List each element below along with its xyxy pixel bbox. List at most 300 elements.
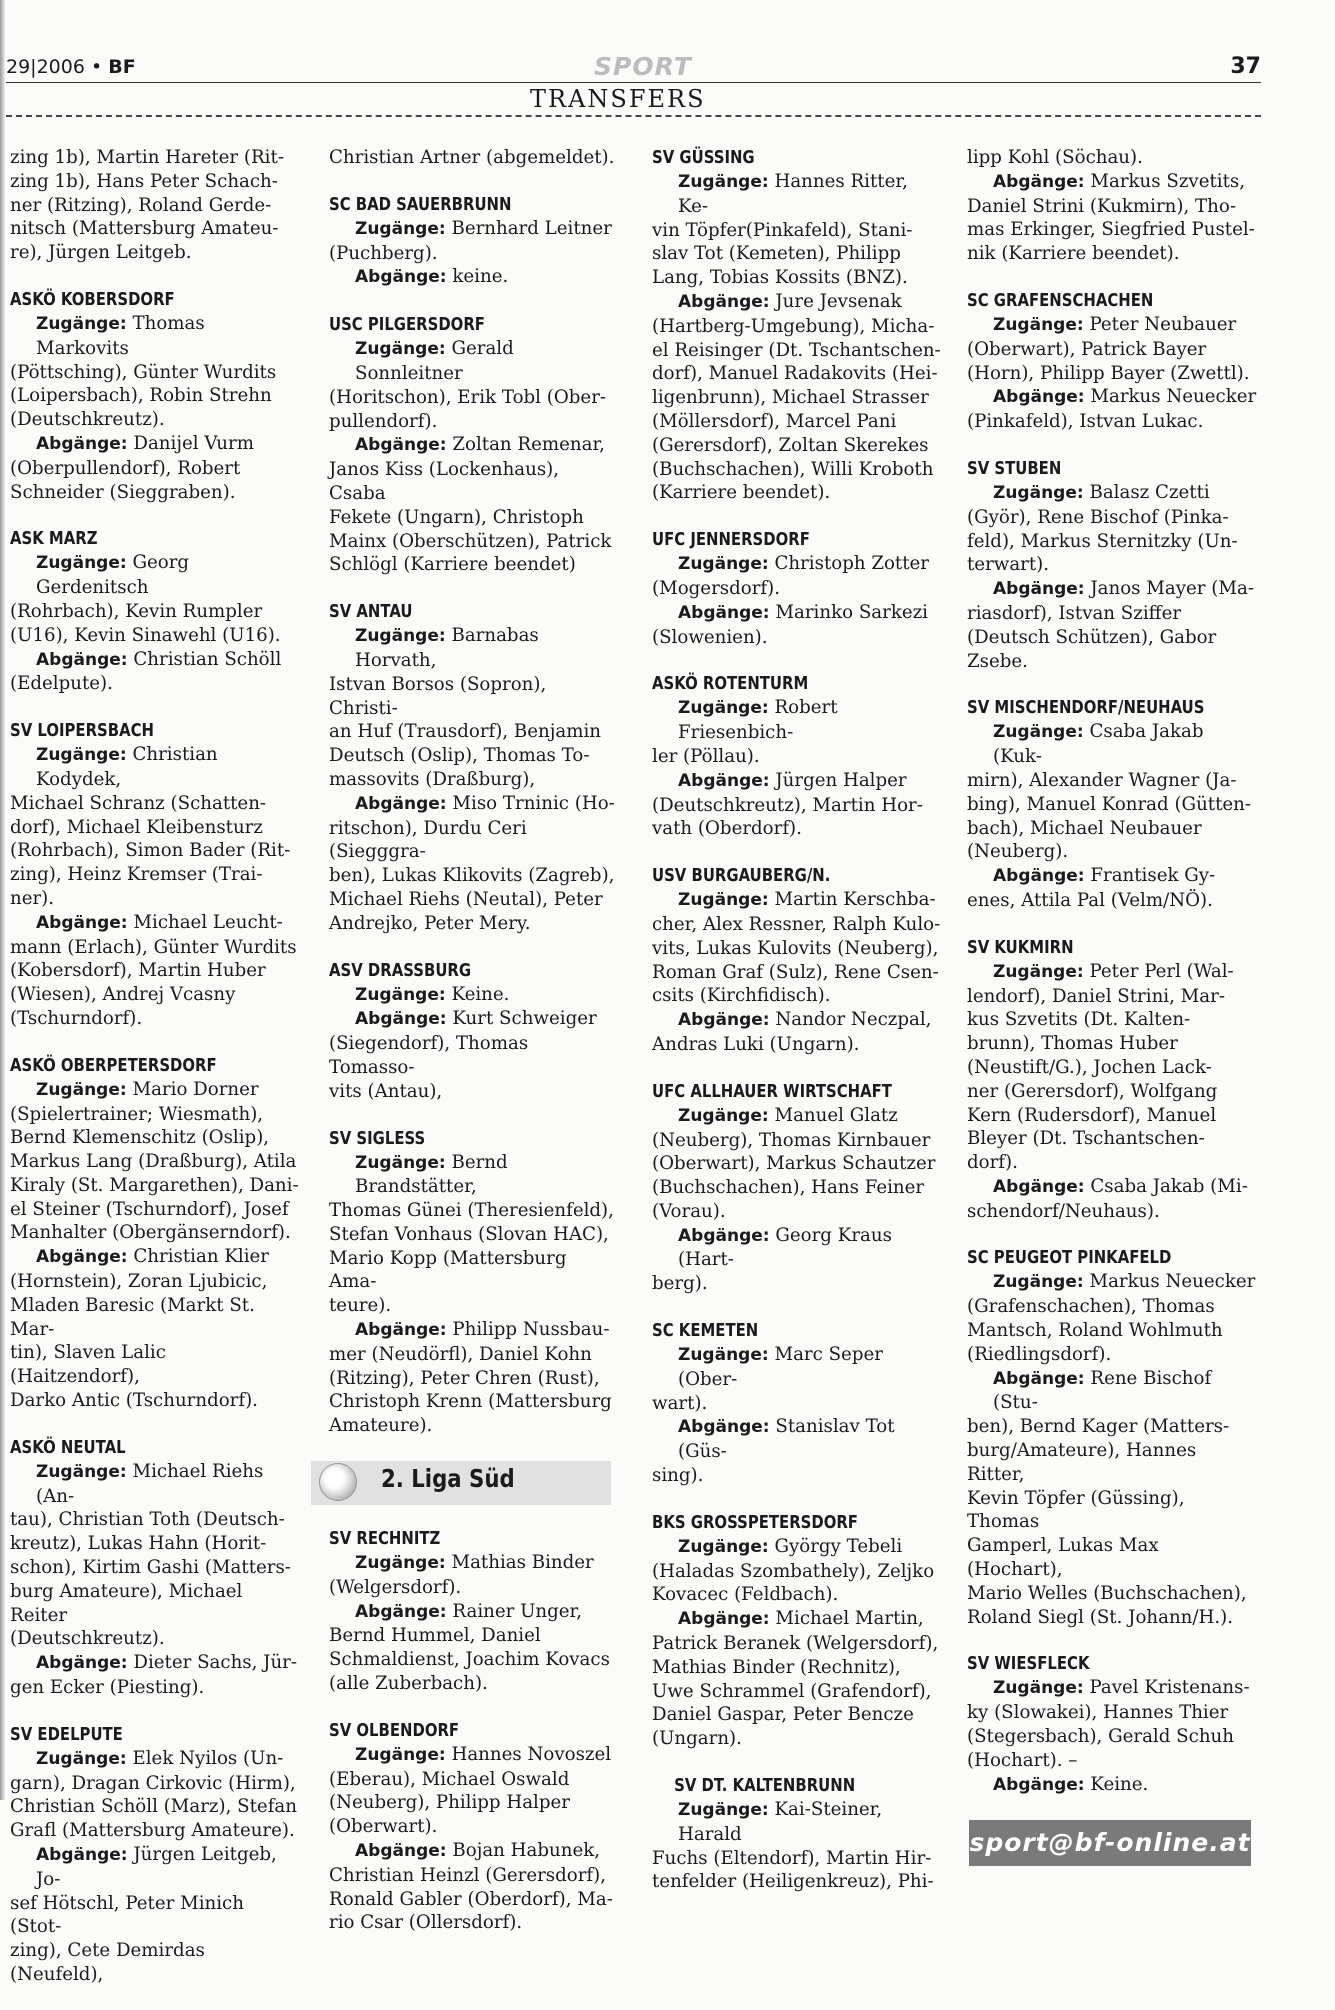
text-line: Abgänge: Janos Mayer (Ma-	[993, 578, 1254, 600]
text-line: Abgänge: Keine.	[993, 1773, 1149, 1795]
header-rule	[6, 82, 1261, 83]
text-line: riasdorf), Istvan Sziffer	[967, 602, 1182, 624]
text-line: Roman Graf (Sulz), Rene Csen-	[652, 961, 939, 983]
text-line: Abgänge: Jürgen Halper	[678, 769, 907, 791]
club-entry	[652, 146, 942, 505]
text-line: (Oberwart).	[329, 1816, 438, 1838]
text-line: Abgänge: Michael Martin,	[678, 1608, 924, 1630]
dashed-divider	[6, 115, 1261, 117]
text-line: Abgänge: Jürgen Leitgeb, Jo-	[36, 1844, 277, 1890]
club-name: ASV DRASSBURG	[329, 960, 472, 981]
abgaenge-label: Abgänge:	[993, 579, 1085, 600]
text-line: (Haladas Szombathely), Zeljko	[652, 1560, 935, 1582]
text-line: Zugänge: Hannes Ritter, Ke-	[678, 171, 908, 217]
text-line: Abgänge: Christian Schöll	[36, 648, 282, 670]
text-line: (Riedlingsdorf).	[967, 1343, 1112, 1365]
text-line: Kevin Töpfer (Güssing), Thomas	[967, 1487, 1185, 1533]
club-name: ASKÖ OBERPETERSDORF	[10, 1055, 217, 1076]
club-name: USV BURGAUBERG/N.	[652, 866, 831, 887]
continued-text	[967, 146, 1257, 266]
text-line: slav Tot (Kemeten), Philipp	[652, 243, 901, 265]
abgaenge-label: Abgänge:	[678, 1225, 770, 1246]
text-line: Michael Riehs (Neutal), Peter	[329, 888, 603, 910]
text-line: dorf), Manuel Radakovits (Hei-	[652, 363, 938, 385]
text-line: Zugänge: Marc Seper (Ober-	[678, 1344, 883, 1390]
club-name: SV LOIPERSBACH	[10, 721, 154, 742]
text-line: Zugänge: Markus Neuecker	[993, 1271, 1256, 1293]
text-line: (Deutsch Schützen), Gabor	[967, 626, 1217, 648]
text-line: (Neuberg), Philipp Halper	[329, 1792, 570, 1814]
text-line: Kovacec (Feldbach).	[652, 1584, 839, 1606]
text-line: (Ritzing), Peter Chren (Rust),	[329, 1367, 600, 1389]
text-line: Abgänge: Rainer Unger,	[355, 1600, 583, 1622]
zugaenge-label: Zugänge:	[993, 314, 1084, 335]
text-line: Fekete (Ungarn), Christoph	[329, 506, 584, 528]
text-line: Abgänge: Jure Jevsenak	[678, 290, 902, 312]
club-name: SC BAD SAUERBRUNN	[329, 194, 512, 215]
text-line: Abgänge: Philipp Nussbau-	[355, 1319, 610, 1341]
text-line: (Kobersdorf), Martin Huber	[10, 960, 266, 982]
text-line: Kiraly (St. Margarethen), Dani-	[10, 1174, 299, 1196]
abgaenge-label: Abgänge:	[355, 793, 447, 814]
text-line: Zugänge: Barnabas Horvath,	[355, 625, 539, 671]
text-line: dorf), Michael Kleibensturz	[10, 816, 263, 838]
text-line: Mathias Binder (Rechnitz),	[652, 1656, 901, 1678]
page-edge	[0, 0, 5, 1800]
zugaenge-label: Zugänge:	[993, 1678, 1084, 1699]
text-line: Abgänge: keine.	[355, 266, 509, 288]
text-line: Amateure).	[329, 1415, 433, 1437]
text-line: Abgänge: Stanislav Tot (Güs-	[678, 1416, 895, 1463]
club-entry	[10, 288, 300, 504]
club-name: UFC JENNERSDORF	[652, 530, 810, 551]
text-line: Abgänge: Frantisek Gy-	[993, 865, 1216, 887]
zugaenge-label: Zugänge:	[36, 1461, 127, 1482]
zugaenge-label: Zugänge:	[678, 172, 769, 192]
abgaenge-label: Abgänge:	[678, 770, 770, 791]
text-line: zing), Cete Demirdas (Neufeld),	[10, 1940, 205, 1985]
abgaenge-label: Abgänge:	[993, 171, 1085, 192]
text-line: Mario Kopp (Mattersburg Ama-	[329, 1247, 567, 1293]
text-line: Istvan Borsos (Sopron), Christi-	[329, 673, 547, 719]
club-entry	[967, 1246, 1257, 1629]
text-line: gen Ecker (Piesting).	[10, 1677, 205, 1699]
text-line: vits, Lukas Kulovits (Neuberg),	[652, 937, 939, 959]
abgaenge-label: Abgänge:	[355, 1601, 447, 1622]
text-line: Zugänge: Hannes Novoszel	[355, 1743, 612, 1765]
text-line: (U16), Kevin Sinawehl (U16).	[10, 624, 281, 646]
club-name: SC KEMETEN	[652, 1321, 759, 1342]
text-line: vin Töpfer(Pinkafeld), Stani-	[652, 219, 913, 241]
text-line: Zugänge: Michael Riehs (An-	[36, 1460, 264, 1507]
zugaenge-label: Zugänge:	[678, 698, 769, 719]
text-line: Manhalter (Obergänserndorf).	[10, 1222, 291, 1244]
text-line: (Neustift/G.), Jochen Lack-	[967, 1056, 1212, 1078]
club-name: ASKÖ KOBERSDORF	[10, 289, 175, 310]
column-1	[10, 146, 300, 2010]
club-name: SV SIGLESS	[329, 1128, 426, 1149]
text-line: (Karriere beendet).	[652, 482, 831, 504]
club-entry	[329, 1127, 619, 1439]
column-4	[967, 146, 1257, 1866]
text-line: (Spielertrainer; Wiesmath),	[10, 1103, 264, 1125]
abgaenge-label: Abgänge:	[355, 1841, 447, 1862]
text-line: burg/Amateure), Hannes Ritter,	[967, 1440, 1197, 1485]
text-line: garn), Dragan Cirkovic (Hirm),	[10, 1772, 296, 1794]
text-line: zing), Heinz Kremser (Trai-	[10, 864, 263, 886]
abgaenge-label: Abgänge:	[36, 433, 128, 454]
text-line: schon), Kirtim Gashi (Matters-	[10, 1557, 291, 1579]
text-line: (Eberau), Michael Oswald	[329, 1768, 570, 1790]
text-line: el Reisinger (Dt. Tschantschen-	[652, 339, 941, 361]
text-line: Zugänge: Christoph Zotter	[678, 553, 930, 575]
club-name: ASKÖ NEUTAL	[10, 1437, 126, 1458]
text-line: tin), Slaven Lalic (Haitzendorf),	[10, 1342, 166, 1388]
continued-text	[10, 146, 300, 265]
text-line: Zsebe.	[967, 650, 1028, 672]
text-line: Zugänge: Mathias Binder	[355, 1552, 594, 1574]
text-line: ritschon), Durdu Ceri (Siegggra-	[329, 817, 527, 863]
abgaenge-label: Abgänge:	[355, 1009, 447, 1030]
text-line: Zugänge: Bernd Brandstätter,	[355, 1151, 508, 1198]
club-name: SC PEUGEOT PINKAFELD	[967, 1248, 1172, 1269]
issue-number: 29|2006 • BF	[6, 56, 136, 78]
club-name: SV STUBEN	[967, 458, 1062, 479]
abgaenge-label: Abgänge:	[36, 649, 128, 670]
text-line: cher, Alex Ressner, Ralph Kulo-	[652, 913, 941, 935]
text-line: (Neuberg).	[967, 841, 1069, 863]
club-entry	[329, 600, 619, 935]
text-line: (Ungarn).	[652, 1728, 742, 1750]
abgaenge-label: Abgänge:	[678, 602, 770, 623]
text-line: ky (Slowakei), Hannes Thier	[967, 1702, 1229, 1724]
text-line: Schlögl (Karriere beendet)	[329, 554, 576, 576]
text-line: Lang, Tobias Kossits (BNZ).	[652, 267, 908, 289]
text-line: Andrejko, Peter Mery.	[329, 912, 531, 934]
text-line: (Rohrbach), Simon Bader (Rit-	[10, 840, 291, 862]
text-line: Patrick Beranek (Welgersdorf),	[652, 1633, 939, 1655]
club-entry	[652, 1774, 942, 1894]
text-line: Abgänge: Rene Bischof (Stu-	[993, 1367, 1212, 1414]
text-line: Deutsch (Oslip), Thomas To-	[329, 745, 590, 767]
zugaenge-label: Zugänge:	[355, 626, 446, 647]
text-line: berg).	[652, 1273, 708, 1295]
text-line: mann (Erlach), Günter Wurdits	[10, 936, 297, 958]
text-line: (Pinkafeld), Istvan Lukac.	[967, 411, 1204, 433]
text-line: Zugänge: Gerald Sonnleitner	[355, 338, 514, 384]
football-icon	[319, 1463, 357, 1501]
text-line: (Buchschachen), Hans Feiner	[652, 1177, 925, 1199]
text-line: (Welgersdorf).	[329, 1576, 462, 1598]
club-name: SV MISCHENDORF/NEUHAUS	[967, 698, 1205, 719]
club-entry	[652, 672, 942, 841]
text-line: Zugänge: Kai-Steiner, Harald	[678, 1799, 883, 1845]
text-line: Gamperl, Lukas Max (Hochart),	[967, 1535, 1159, 1581]
abgaenge-label: Abgänge:	[993, 866, 1085, 887]
text-line: Zugänge: Keine.	[355, 983, 510, 1005]
text-line: vath (Oberdorf).	[652, 818, 802, 840]
club-name: SV RECHNITZ	[329, 1529, 441, 1550]
zugaenge-label: Zugänge:	[993, 1272, 1084, 1293]
club-entry	[329, 959, 619, 1104]
text-line: Zugänge: Georg Gerdenitsch	[36, 552, 190, 599]
text-line: schendorf/Neuhaus).	[967, 1200, 1160, 1222]
text-line: feld), Markus Sternitzky (Un-	[967, 530, 1238, 552]
text-line: (Edelpute).	[10, 673, 113, 695]
text-line: Markus Lang (Draßburg), Atila	[10, 1151, 297, 1173]
text-line: Uwe Schrammel (Grafendorf),	[652, 1680, 932, 1702]
text-line: bach), Michael Neubauer	[967, 817, 1202, 839]
abgaenge-label: Abgänge:	[355, 435, 447, 456]
text-line: (Puchberg).	[329, 242, 438, 264]
text-line: Abgänge: Markus Neuecker	[993, 386, 1257, 408]
club-name: ASK MARZ	[10, 529, 98, 550]
text-line: Bernd Klemenschitz (Oslip),	[10, 1127, 270, 1149]
text-line: (Buchschachen), Willi Kroboth	[652, 458, 934, 480]
club-entry	[652, 1080, 942, 1296]
club-entry	[967, 289, 1257, 434]
zugaenge-label: Zugänge:	[36, 1079, 127, 1100]
abgaenge-label: Abgänge:	[678, 1609, 770, 1630]
text-line: (Möllersdorf), Marcel Pani	[652, 410, 897, 432]
page-number: 37	[1230, 54, 1261, 79]
text-line: mas Erkinger, Siegfried Pustel-	[967, 219, 1255, 241]
club-name: USC PILGERSDORF	[329, 315, 485, 336]
text-line: (Slowenien).	[652, 626, 768, 648]
text-line: (Vorau).	[652, 1200, 726, 1222]
text-line: massovits (Draßburg),	[329, 768, 536, 790]
zugaenge-label: Zugänge:	[993, 961, 1084, 982]
text-line: Abgänge: Danijel Vurm	[36, 432, 254, 454]
club-entry	[652, 528, 942, 649]
text-line: (Györ), Rene Bischof (Pinka-	[967, 506, 1229, 528]
page-header	[6, 52, 1261, 82]
text-line: (Deutschkreutz), Martin Hor-	[652, 794, 923, 816]
text-line: Roland Siegl (St. Johann/H.).	[967, 1606, 1234, 1628]
text-line: zing 1b), Hans Peter Schach-	[10, 170, 278, 192]
text-line: Thomas Günei (Theresienfeld),	[329, 1200, 614, 1222]
club-entry	[10, 527, 300, 696]
text-line: ligenbrunn), Michael Strasser	[652, 387, 929, 409]
abgaenge-label: Abgänge:	[355, 1320, 447, 1341]
text-line: Andras Luki (Ungarn).	[652, 1033, 860, 1055]
column-3	[652, 146, 942, 1917]
text-line: Christoph Krenn (Mattersburg	[329, 1391, 612, 1413]
text-line: lipp Kohl (Söchau).	[967, 147, 1143, 168]
club-name: SV OLBENDORF	[329, 1720, 460, 1741]
text-line: ner (Ritzing), Roland Gerde-	[10, 194, 272, 216]
zugaenge-label: Zugänge:	[678, 890, 769, 911]
club-entry	[10, 719, 300, 1031]
text-line: (Deutschkreutz).	[10, 409, 165, 431]
text-line: (Siegendorf), Thomas Tomasso-	[329, 1033, 529, 1078]
text-line: vits (Antau),	[329, 1080, 443, 1102]
league-banner	[311, 1461, 611, 1505]
text-line: (Wiesen), Andrej Vcasny	[10, 984, 236, 1006]
text-line: (Neuberg), Thomas Kirnbauer	[652, 1129, 931, 1151]
zugaenge-label: Zugänge:	[678, 554, 769, 575]
text-line: Zugänge: Manuel Glatz	[678, 1104, 898, 1126]
column-2	[329, 146, 619, 1958]
zugaenge-label: Zugänge:	[355, 1152, 446, 1173]
text-line: Daniel Gaspar, Peter Bencze	[652, 1704, 914, 1726]
text-line: burg Amateure), Michael Reiter	[10, 1580, 243, 1626]
text-line: Zugänge: Elek Nyilos (Un-	[36, 1747, 284, 1769]
text-line: (alle Zuberbach).	[329, 1673, 488, 1695]
club-entry	[329, 193, 619, 290]
text-line: Janos Kiss (Lockenhaus), Csaba	[329, 459, 560, 504]
text-line: (Pöttsching), Günter Wurdits	[10, 361, 277, 383]
text-line: csits (Kirchfidisch).	[652, 985, 831, 1007]
text-line: Zugänge: Christian Kodydek,	[36, 744, 218, 790]
club-name: UFC ALLHAUER WIRTSCHAFT	[652, 1081, 892, 1102]
abgaenge-label: Abgänge:	[993, 1774, 1085, 1795]
zugaenge-label: Zugänge:	[993, 482, 1084, 503]
text-line: (Horitschon), Erik Tobl (Ober-	[329, 386, 607, 408]
text-line: teure).	[329, 1295, 392, 1317]
text-line: Mladen Baresic (Markt St. Mar-	[10, 1294, 255, 1340]
text-line: (Oberpullendorf), Robert	[10, 457, 241, 479]
zugaenge-label: Zugänge:	[678, 1800, 769, 1821]
text-line: kreutz), Lukas Hahn (Horit-	[10, 1533, 267, 1555]
text-line: Zugänge: Balasz Czetti	[993, 481, 1210, 503]
text-line: Bernd Hummel, Daniel	[329, 1625, 541, 1647]
zugaenge-label: Zugänge:	[678, 1345, 769, 1366]
brand-logo: BF	[108, 56, 136, 78]
club-name: BKS GROSSPETERSDORF	[652, 1512, 858, 1533]
text-line: Abgänge: Miso Trninic (Ho-	[355, 792, 615, 814]
club-entry	[329, 1527, 619, 1696]
club-entry	[967, 1652, 1257, 1797]
zugaenge-label: Zugänge:	[355, 218, 446, 239]
text-line: Christian Heinzl (Gerersdorf),	[329, 1864, 607, 1886]
abgaenge-label: Abgänge:	[355, 267, 447, 288]
text-line: Abgänge: Csaba Jakab (Mi-	[993, 1175, 1248, 1197]
text-line: Bleyer (Dt. Tschantschen-	[967, 1128, 1205, 1150]
text-line: re), Jürgen Leitgeb.	[10, 242, 192, 264]
abgaenge-label: Abgänge:	[36, 912, 128, 933]
club-entry	[652, 1319, 942, 1488]
text-line: tenfelder (Heiligenkreuz), Phi-	[652, 1871, 934, 1893]
text-line: Abgänge: Kurt Schweiger	[355, 1008, 597, 1030]
text-line: ben), Lukas Klikovits (Zagreb),	[329, 865, 615, 887]
text-line: (Gerersdorf), Zoltan Skerekes	[652, 434, 929, 456]
text-line: terwart).	[967, 554, 1050, 576]
club-entry	[10, 1054, 300, 1413]
text-line: Kern (Rudersdorf), Manuel	[967, 1104, 1217, 1126]
club-entry	[967, 457, 1257, 673]
text-line: Zugänge: Peter Perl (Wal-	[993, 960, 1234, 982]
text-line: Zugänge: Robert Friesenbich-	[678, 697, 838, 744]
abgaenge-label: Abgänge:	[678, 1417, 770, 1438]
text-line: Grafl (Mattersburg Amateure).	[10, 1820, 295, 1842]
text-line: Abgänge: Georg Kraus (Hart-	[678, 1224, 892, 1271]
text-line: el Steiner (Tschurndorf), Josef	[10, 1198, 289, 1220]
club-entry	[329, 1719, 619, 1935]
abgaenge-label: Abgänge:	[993, 387, 1085, 408]
zugaenge-label: Zugänge:	[36, 745, 127, 766]
zugaenge-label: Zugänge:	[678, 1105, 769, 1126]
zugaenge-label: Zugänge:	[355, 1553, 446, 1574]
text-line: Schneider (Sieggraben).	[10, 481, 236, 503]
league-title: 2. Liga Süd	[381, 1464, 515, 1494]
text-line: sef Hötschl, Peter Minich (Stot-	[10, 1892, 244, 1938]
text-line: (Oberwart), Patrick Bayer	[967, 338, 1207, 360]
text-line: Abgänge: Markus Szvetits,	[993, 170, 1246, 192]
text-line: Abgänge: Marinko Sarkezi	[678, 601, 928, 623]
text-line: brunn), Thomas Huber	[967, 1033, 1178, 1055]
zugaenge-label: Zugänge:	[355, 984, 446, 1005]
abgaenge-label: Abgänge:	[36, 1653, 128, 1674]
text-line: (Deutschkreutz).	[10, 1628, 165, 1650]
text-line: pullendorf).	[329, 410, 438, 432]
text-line: tau), Christian Toth (Deutsch-	[10, 1509, 285, 1531]
text-line: (Hochart). –	[967, 1749, 1078, 1771]
text-line: (Horn), Philipp Bayer (Zwettl).	[967, 362, 1250, 384]
text-line: Zugänge: Pavel Kristenans-	[993, 1677, 1250, 1699]
zugaenge-label: Zugänge:	[36, 313, 127, 334]
text-line: an Huf (Trausdorf), Benjamin	[329, 721, 602, 743]
text-line: lendorf), Daniel Strini, Mar-	[967, 985, 1225, 1007]
text-line: Darko Antic (Tschurndorf).	[10, 1390, 258, 1412]
text-line: (Tschurndorf).	[10, 1007, 143, 1029]
zugaenge-label: Zugänge:	[355, 1744, 446, 1765]
text-line: Zugänge: Peter Neubauer	[993, 313, 1237, 335]
text-line: ben), Bernd Kager (Matters-	[967, 1416, 1230, 1438]
text-line: ner).	[10, 887, 55, 909]
zugaenge-label: Zugänge:	[678, 1536, 769, 1557]
email-banner: sport@bf-online.at	[969, 1820, 1251, 1866]
text-line: Michael Schranz (Schatten-	[10, 792, 267, 814]
text-line: (Stegersbach), Gerald Schuh	[967, 1726, 1234, 1748]
text-line: (Mogersdorf).	[652, 577, 780, 599]
abgaenge-label: Abgänge:	[678, 1010, 770, 1031]
text-line: mirn), Alexander Wagner (Ja-	[967, 769, 1237, 791]
text-line: (Grafenschachen), Thomas	[967, 1296, 1215, 1318]
continued-text	[329, 146, 619, 170]
section-title: SPORT	[594, 52, 692, 81]
text-line: Mantsch, Roland Wohlmuth	[967, 1320, 1223, 1342]
text-line: sing).	[652, 1465, 704, 1487]
zugaenge-label: Zugänge:	[993, 722, 1084, 743]
club-entry	[967, 696, 1257, 912]
club-entry	[10, 1436, 300, 1700]
text-line: nik (Karriere beendet).	[967, 243, 1180, 265]
zugaenge-label: Zugänge:	[355, 339, 446, 360]
text-line: ner (Gerersdorf), Wolfgang	[967, 1080, 1218, 1102]
club-entry	[652, 1511, 942, 1751]
text-line: Schmaldienst, Joachim Kovacs	[329, 1649, 610, 1671]
zugaenge-label: Zugänge:	[36, 1748, 127, 1769]
text-line: Stefan Vonhaus (Slovan HAC),	[329, 1223, 609, 1245]
club-name: SV ANTAU	[329, 602, 413, 623]
text-line: (Loipersbach), Robin Strehn	[10, 385, 272, 407]
text-line: Abgänge: Christian Klier	[36, 1246, 269, 1268]
text-line: (Hornstein), Zoran Ljubicic,	[10, 1271, 268, 1293]
text-line: Christian Artner (abgemeldet).	[329, 147, 615, 168]
text-line: (Hartberg-Umgebung), Micha-	[652, 315, 935, 337]
text-line: enes, Attila Pal (Velm/NÖ).	[967, 889, 1213, 911]
text-line: Ronald Gabler (Oberdorf), Ma-	[329, 1888, 613, 1910]
club-name: ASKÖ ROTENTURM	[652, 674, 809, 695]
text-line: dorf).	[967, 1152, 1018, 1174]
text-line: bing), Manuel Konrad (Gütten-	[967, 793, 1252, 815]
club-name: SV GÜSSING	[652, 148, 755, 168]
club-name: SC GRAFENSCHACHEN	[967, 290, 1154, 311]
text-line: wart).	[652, 1392, 708, 1414]
club-entry	[329, 313, 619, 577]
club-entry	[652, 864, 942, 1057]
